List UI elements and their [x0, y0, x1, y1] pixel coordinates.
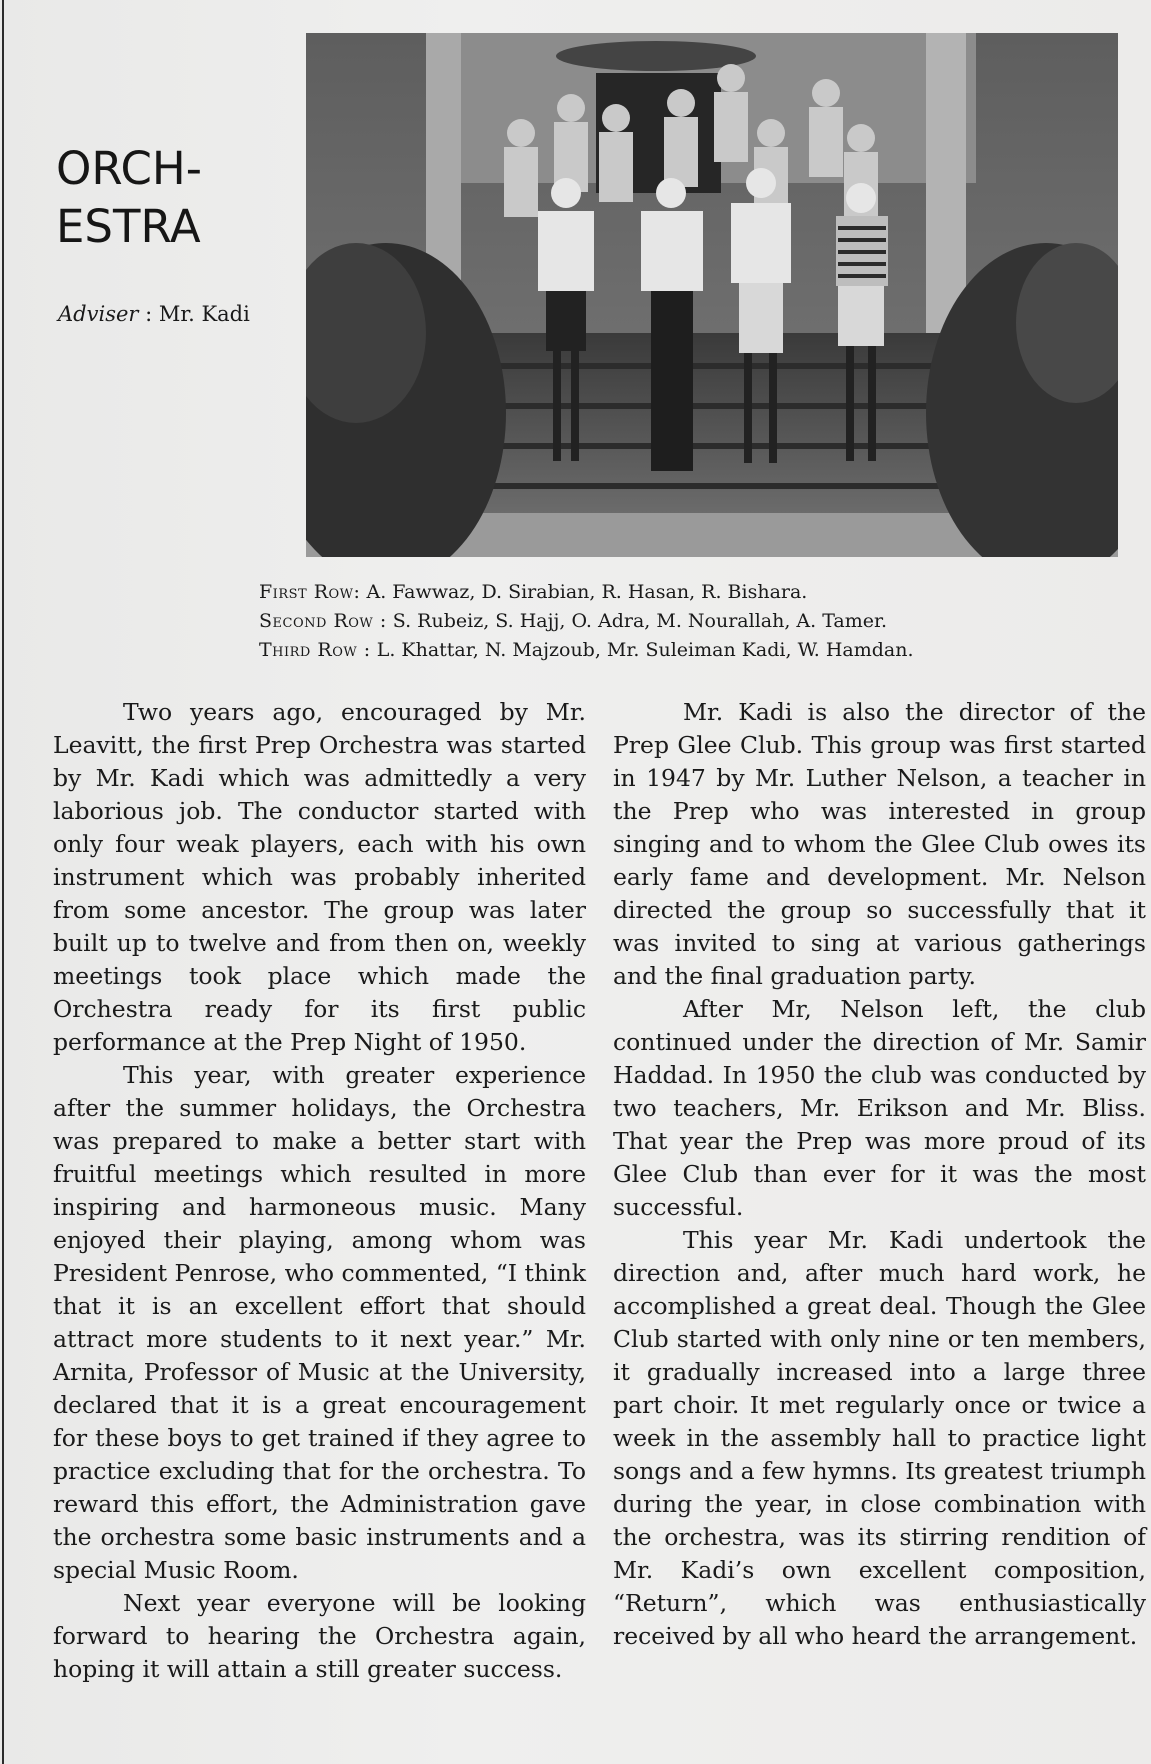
caption-first-row-label: First Row:: [259, 581, 361, 603]
article-paragraph: After Mr, Nelson left, the club continued under the direction of Mr. Samir Haddad. In 1950 the club was conducted by two teachers, Mr. Erikson and Mr. Bliss. That year the Prep was more proud of its Glee Club than ever for it was the most successful.: [613, 995, 1146, 1221]
orchestra-article-column: [53, 696, 586, 1686]
caption-third-row-names: L. Khattar, N. Majzoub, Mr. Suleiman Kadi, W. Hamdan.: [370, 639, 914, 661]
orchestra-group-photo: [306, 33, 1118, 557]
group-photo-image: [306, 33, 1118, 557]
caption-first-row: [259, 578, 914, 607]
article-paragraph: This year, with greater experience after the summer holidays, the Orchestra was prepared to make a better start with fruitful meetings which resulted in more inspiring and harmoneous music. Many enjoyed their playing, among whom was President Penrose, who commented, “I think that it is an excellent effort that should attract more students to it next year.” Mr. Arnita, Professor of Music at the University, declared that it is a great encouragement for these boys to get trained if they agree to practice excluding that for the orchestra. To reward this effort, the Administration gave the orchestra some basic instruments and a special Music Room.: [53, 1061, 586, 1584]
caption-third-row-label: Third Row :: [259, 639, 371, 661]
caption-third-row: [259, 636, 914, 665]
article-paragraph: This year Mr. Kadi undertook the direction and, after much hard work, he accomplished a great deal. Though the Glee Club started with only nine or ten members, it gradually increased into a large three part choir. It met regularly once or twice a week in the assembly hall to practice light songs and a few hymns. Its greatest triumph during the year, in close combination with the orchestra, was its stirring rendition of Mr. Kadi’s own excellent composition, “Return”, which was enthusiastically received by all who heard the arrangement.: [613, 1226, 1146, 1650]
photo-captions: [259, 578, 914, 665]
adviser-line: [58, 302, 250, 326]
article-paragraph: Mr. Kadi is also the director of the Prep Glee Club. This group was first started in 1947 by Mr. Luther Nelson, a teacher in the Prep who was interested in group singing and to whom the Glee Club owes its early fame and development. Mr. Nelson directed the group so successfully that it was invited to sing at various gatherings and the final graduation party.: [613, 698, 1146, 990]
section-title-line-1: ORCH-: [56, 142, 202, 195]
caption-first-row-names: A. Fawwaz, D. Sirabian, R. Hasan, R. Bishara.: [360, 581, 808, 603]
article-paragraph: Two years ago, encouraged by Mr. Leavitt, the first Prep Orchestra was started by Mr. Kadi which was admittedly a very laborious job. The conductor started with only four weak players, each with his own instrument which was probably inherited from some ancestor. The group was later built up to twelve and from then on, weekly meetings took place which made the Orchestra ready for its first public performance at the Prep Night of 1950.: [53, 698, 586, 1056]
section-title-line-2: ESTRA: [56, 200, 201, 253]
adviser-name: Mr. Kadi: [158, 302, 250, 326]
section-title: [56, 140, 202, 256]
page-edge-rule: [2, 0, 4, 1764]
caption-second-row-label: Second Row :: [259, 610, 387, 632]
adviser-label: Adviser: [58, 302, 139, 326]
adviser-separator: :: [138, 302, 159, 326]
caption-second-row: [259, 607, 914, 636]
article-paragraph: Next year everyone will be looking forward to hearing the Orchestra again, hoping it will attain a still greater success.: [53, 1589, 586, 1683]
glee-club-article-column: [613, 696, 1146, 1653]
caption-second-row-names: S. Rubeiz, S. Hajj, O. Adra, M. Nourallah, A. Tamer.: [386, 610, 888, 632]
